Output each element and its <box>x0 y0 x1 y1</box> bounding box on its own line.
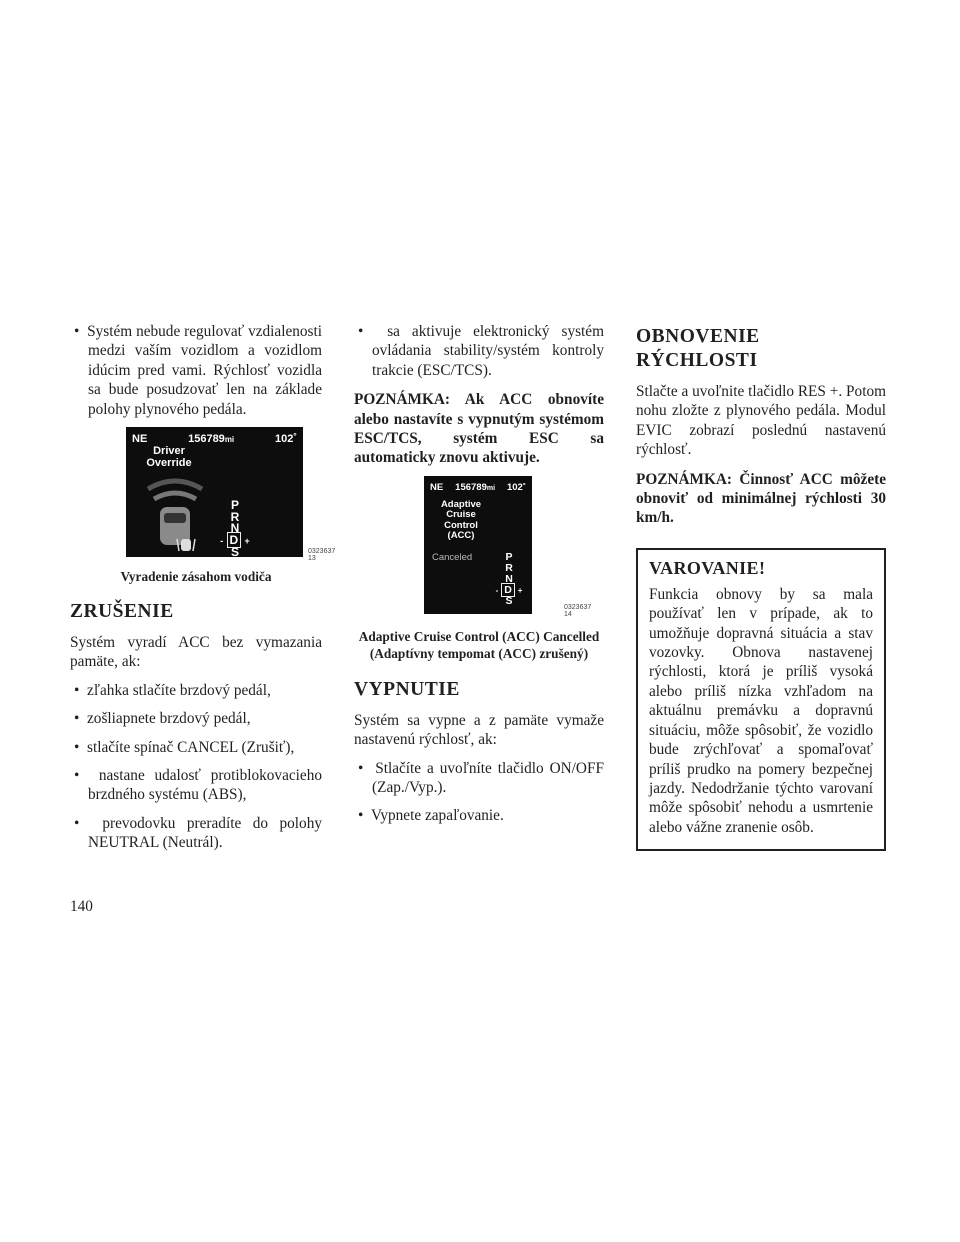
section-heading-vypnutie: VYPNUTIE <box>354 678 460 700</box>
figure-caption: Vyradenie zásahom vodiča <box>120 569 272 585</box>
list-item: • Stlačíte a uvoľníte tlačidlo ON/OFF (Zap./Vyp.). <box>354 759 604 798</box>
note-esc: POZNÁMKA: Ak ACC obnovíte alebo nastavíte s vypnutým systémom ESC/TCS, systém ESC sa automaticky znovu aktivuje. <box>354 391 604 467</box>
list-item: • prevodovku preradíte do polohy NEUTRAL (Neutrál). <box>70 814 322 853</box>
gear-s: S <box>230 545 239 558</box>
figure-driver-override: NE 156789mi 102˚ Driver Override P R N - D + S 0323637 13 <box>126 427 303 562</box>
gear-d: D <box>501 583 515 597</box>
list-item: • zľahka stlačíte brzdový pedál, <box>70 681 322 700</box>
lane-sense-icon <box>176 537 196 553</box>
column-3 <box>636 322 886 851</box>
obnovenie-paragraph: Stlačte a uvoľnite tlačidlo RES +. Potom nohu zložte z plynového pedála. Modul EVIC zobrazí poslednú nastavenú rýchlosť. <box>636 383 886 459</box>
list-item: • Vypnete zapaľovanie. <box>354 806 604 825</box>
vehicle-icon <box>140 469 210 549</box>
list-item: • Systém nebude regulovať vzdialenosti medzi vaším vozidlom a vozidlom idúcim pred vami. Rýchlosť vozidla sa bude posudzovať len na základe polohy plynového pedála. <box>70 322 322 419</box>
acc-status: Canceled <box>432 551 473 563</box>
gear-minus: - <box>220 535 224 546</box>
list-item: • sa aktivuje elektronický systém ovládania stability/systém kontroly trakcie (ESC/TCS). <box>354 322 604 380</box>
gear-n: N <box>505 572 513 585</box>
gear-selector-display <box>494 552 524 607</box>
gear-s: S <box>505 594 513 607</box>
odometer-unit: mi <box>486 484 496 492</box>
gear-plus: + <box>517 585 523 595</box>
vypnutie-bullet-list <box>354 759 604 826</box>
message-line: Adaptive <box>440 498 482 510</box>
odometer: 156789 <box>188 433 225 446</box>
gear-d: D <box>227 532 242 548</box>
column-1 <box>70 322 336 853</box>
gear-n: N <box>230 521 240 536</box>
message-line: Driver <box>153 445 185 458</box>
cluster-display-image <box>424 476 532 614</box>
temperature: 102˚ <box>274 433 297 446</box>
odometer-unit: mi <box>224 435 235 445</box>
section-heading-obnovenie: OBNOVENIE RÝCHLOSTI <box>636 326 760 371</box>
message-line: Control <box>444 519 478 531</box>
note-min-speed: POZNÁMKA: Činnosť ACC môžete obnoviť od minimálnej rýchlosti 30 km/h. <box>636 470 886 527</box>
figure-acc-cancelled: NE 156789mi 102˚ Adaptive Cruise Control (ACC) Canceled P R N - D + S 0323637 14 <box>424 476 532 618</box>
warning-box <box>636 548 886 851</box>
temperature: 102˚ <box>506 481 526 493</box>
zrusenie-bullet-list <box>70 681 322 853</box>
gear-r: R <box>505 561 513 574</box>
odometer: 156789 <box>455 481 487 493</box>
figure-caption: Adaptive Cruise Control (ACC) Cancelled (Adaptívny tempomat (ACC) zrušený) <box>358 628 600 661</box>
list-item: • zošliapnete brzdový pedál, <box>70 709 322 728</box>
list-item: • nastane udalosť protiblokovacieho brzdného systému (ABS), <box>70 766 322 805</box>
gear-plus: + <box>244 535 250 546</box>
column-2 <box>354 322 604 826</box>
gear-minus: - <box>495 585 499 595</box>
vypnutie-intro: Systém sa vypne a z pamäte vymaže nastavenú rýchlosť, ak: <box>354 711 604 749</box>
cluster-display-image <box>126 427 303 557</box>
message-line: Cruise <box>446 509 476 521</box>
section-heading-zrusenie: ZRUŠENIE <box>70 601 174 623</box>
intro-bullet-list <box>70 322 322 419</box>
warning-title: VAROVANIE! <box>649 557 766 578</box>
message-line: Override <box>146 456 192 469</box>
message-line: (ACC) <box>447 530 475 542</box>
zrusenie-intro: Systém vyradí ACC bez vymazania pamäte, ak: <box>70 634 322 671</box>
compass-direction: NE <box>430 481 444 493</box>
page-number: 140 <box>70 898 93 915</box>
compass-direction: NE <box>132 433 148 446</box>
esc-bullet-list <box>354 322 604 380</box>
gear-r: R <box>230 509 240 524</box>
gear-selector-display <box>220 500 250 557</box>
warning-text: Funkcia obnovy by sa mala používať len v prípade, ak to umožňuje dopravná situácia a stav vozovky. Obnova nastavenej rýchlosti, ktorá je príliš vysoká alebo príliš nízka vzhľadom na aktuálnu premávku a dopravnú situáciu, môže spôsobiť, že vozidlo bude zrýchľovať a spomaľovať príliš prudko na pomery bezpečnej jazdy. Nedodržanie týchto varovaní môže spôsobiť nehodu a usmrtenie alebo vážne zranenie osôb. <box>649 585 873 836</box>
list-item: • stlačíte spínač CANCEL (Zrušiť), <box>70 738 322 757</box>
gear-p: P <box>230 498 239 513</box>
gear-p: P <box>505 550 513 563</box>
